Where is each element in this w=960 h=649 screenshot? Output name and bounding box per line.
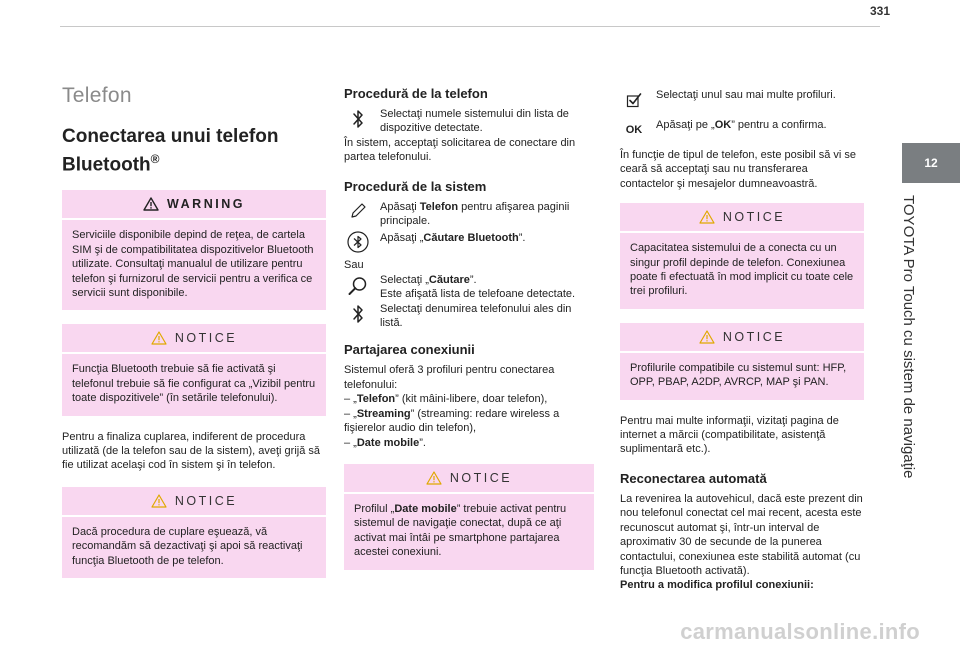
connection-sharing-heading: Partajarea conexiunii [344, 342, 475, 358]
search-icon [347, 275, 369, 297]
watermark: carmanualsonline.info [680, 619, 920, 644]
system-step-5: Selectaţi denumirea telefonului ales din listă. [380, 302, 572, 330]
profile-keyword: Streaming [356, 407, 411, 420]
system-step-row [344, 302, 594, 331]
step-icon-cell [344, 200, 372, 220]
text-span: ” trebuie activat pentru sistemul de navigaţie conectat, după ce aţi activat mai întâi pe smartphone partajarea acestei conexiuni. [354, 502, 567, 559]
more-info-paragraph: Pentru mai multe informaţii, vizitaţi pagina de internet a mărcii (compatibilitate, asistenţă suplimentară etc.). [620, 414, 839, 456]
ok-keyword: OK [714, 119, 732, 131]
bluetooth-icon [352, 109, 364, 129]
warning-triangle-icon [143, 197, 159, 211]
text-span: ”. [419, 436, 426, 449]
bluetooth-search-icon [346, 230, 370, 254]
spacer [344, 330, 594, 340]
column-3 [620, 86, 864, 593]
text-span: ” (kit mâini-libere, doar telefon), [395, 393, 548, 406]
checkbox-icon [626, 92, 642, 108]
notice-box-mobile-data [344, 464, 594, 570]
pairing-paragraph: Pentru a finaliza cuplarea, indiferent de procedura utilizată (de la telefon sau de la sistem), aveţi grijă să fie utilizat acelaşi cod în sistem şi în telefon. [62, 430, 321, 472]
text-span: ”. [469, 273, 477, 286]
notice-triangle-icon [699, 210, 715, 224]
top-rule [60, 26, 880, 27]
notice-text: Funcţia Bluetooth trebuie să fie activată şi telefonul trebuie să fie configurat ca „Vizibil pentru toate dispozitivele” (în setările telefonului). [72, 363, 316, 405]
contacts-paragraph: În funcţie de tipul de telefon, este posibil să vi se ceară să acceptaţi sau nu transferarea contactelor şi mesajelor dumneavoastră. [620, 149, 857, 190]
auto-reconnect-heading: Reconectarea automată [620, 470, 767, 486]
notice-box-header [344, 464, 594, 494]
system-step-1 [380, 200, 594, 229]
profile-item-mobile-data [344, 436, 594, 450]
phone-procedure-heading: Procedură de la telefon [344, 86, 488, 101]
warning-box [62, 190, 326, 310]
sharing-intro: Sistemul oferă 3 profiluri pentru conectarea telefonului: [344, 364, 555, 391]
notice-box-body [62, 517, 326, 578]
system-procedure-heading: Procedură de la sistem [344, 178, 487, 194]
change-profile-label: Pentru a modifica profilul conexiunii: [620, 579, 814, 592]
notice-text [354, 502, 584, 560]
notice-label: NOTICE [174, 493, 238, 508]
main-heading-text: Conectarea unui telefon Bluetooth [62, 126, 279, 176]
main-heading [62, 126, 326, 176]
notice-box-header [62, 324, 326, 354]
profile-step-1: Selectaţi unul sau mai multe profiluri. [656, 89, 836, 101]
notice-label: NOTICE [722, 329, 786, 344]
system-step-4: Este afişată lista de telefoane detectate. [380, 288, 576, 301]
text-span: Apăsaţi „ [380, 232, 424, 245]
section-title: Telefon [62, 84, 132, 107]
notice-box-body [62, 354, 326, 415]
page-number: 331 [869, 4, 890, 18]
system-step-2 [380, 228, 594, 245]
bluetooth-search-keyword: Căutare Bluetooth [423, 232, 519, 245]
text-span: pentru afişarea paginii principale. [380, 200, 570, 228]
phone-step-2: În sistem, acceptaţi solicitarea de conectare din partea telefonului. [344, 136, 576, 164]
profile-step-2 [656, 116, 864, 132]
warning-box-header [62, 190, 326, 220]
text-span: ” pentru a confirma. [731, 119, 827, 131]
profile-step-row [620, 116, 864, 136]
text-span: – „ [344, 407, 357, 420]
notice-box-body [620, 353, 864, 400]
profile-step-row [620, 86, 864, 108]
or-label: Sau [344, 259, 364, 272]
notice-box-body [344, 494, 594, 570]
notice-box-compatible-profiles [620, 323, 864, 400]
system-step-3 [380, 273, 594, 287]
system-step-row [344, 273, 594, 302]
notice-box-header [620, 203, 864, 233]
system-step-row [344, 228, 594, 254]
text-span: ” (streaming: redare wireless a fişierelor audio din telefon), [344, 407, 560, 435]
text-span: Selectaţi „ [380, 273, 429, 286]
step-icon-cell [344, 228, 372, 254]
text-span: – „ [344, 393, 357, 406]
chapter-tab[interactable]: 12 [902, 143, 960, 183]
chapter-side-label [893, 195, 917, 525]
text-span: Apăsaţi pe „ [656, 119, 715, 131]
notice-text: Profilurile compatibile cu sistemul sunt: HFP, OPP, PBAP, A2DP, AVRCP, MAP şi PAN. [630, 361, 847, 389]
notice-box-header [620, 323, 864, 353]
warning-text: Serviciile disponibile depind de reţea, de cartela SIM şi de compatibilitatea dispozitivelor Bluetooth utilizate. Consultaţi manualul de utilizare pentru telefon şi furnizorul de servicii pentru a verifica ce servicii sunt disponibile. [72, 229, 314, 299]
notice-label: NOTICE [722, 210, 786, 225]
profile-keyword: Date mobile [356, 436, 420, 449]
step-icon-cell [620, 86, 648, 108]
auto-reconnect-text: La revenirea la autovehicul, dacă este prezent din nou telefonul conectat cel mai recent, acesta este recunoscut automat şi, într-un interval de aproximativ 30 de secunde de la punerea contactului, conexiunea este stabilită automat (cu funcţia Bluetooth activată). [620, 492, 863, 577]
text-span: Apăsaţi [380, 200, 420, 213]
notice-triangle-icon [426, 471, 442, 485]
notice-box-single-profile [620, 203, 864, 309]
system-step-row [344, 200, 594, 229]
text-span: – „ [344, 436, 357, 449]
step-icon-cell [344, 302, 372, 324]
warning-box-body [62, 220, 326, 310]
notice-text: Dacă procedura de cuplare eşuează, vă recomandăm să dezactivaţi şi apoi să reactivaţi funcţia Bluetooth de pe telefon. [72, 525, 303, 567]
ok-icon: OK [625, 124, 643, 136]
column-2 [344, 86, 594, 584]
notice-box-header [62, 487, 326, 517]
step-icon-cell [620, 116, 648, 136]
registered-mark: ® [150, 152, 160, 166]
chapter-title: TOYOTA Pro Touch cu sistem de navigaţie [900, 195, 917, 479]
profile-item-phone [344, 392, 594, 406]
system-step-3-group [380, 273, 594, 302]
notice-label: NOTICE [449, 470, 513, 485]
search-keyword: Căutare [428, 273, 470, 286]
notice-box-pairing [62, 487, 326, 578]
notice-triangle-icon [151, 494, 167, 508]
notice-box-body [620, 233, 864, 309]
spacer [344, 165, 594, 175]
notice-triangle-icon [699, 330, 715, 344]
step-icon-cell [344, 273, 372, 297]
notice-triangle-icon [151, 331, 167, 345]
notice-box-bluetooth [62, 324, 326, 415]
phone-step-row [344, 107, 594, 136]
phone-step-1: Selectaţi numele sistemului din lista de dispozitive detectate. [380, 108, 569, 135]
profile-keyword: Telefon [356, 393, 396, 406]
column-1 [62, 80, 326, 592]
bluetooth-icon [352, 304, 364, 324]
notice-label: NOTICE [174, 331, 238, 346]
phone-keyword: Telefon [419, 200, 459, 213]
text-span: Profilul „ [354, 502, 395, 515]
profile-item-streaming [344, 407, 594, 436]
mobile-data-keyword: Date mobile [394, 502, 457, 515]
step-icon-cell [344, 107, 372, 129]
notice-text: Capacitatea sistemului de a conecta cu un singur profil depinde de telefon. Conexiunea poate fi efectuată în mod implicit cu toate cele trei profiluri. [630, 242, 854, 298]
warning-label: WARNING [167, 197, 245, 212]
text-span: ”. [518, 232, 526, 245]
stylus-icon [349, 202, 367, 220]
